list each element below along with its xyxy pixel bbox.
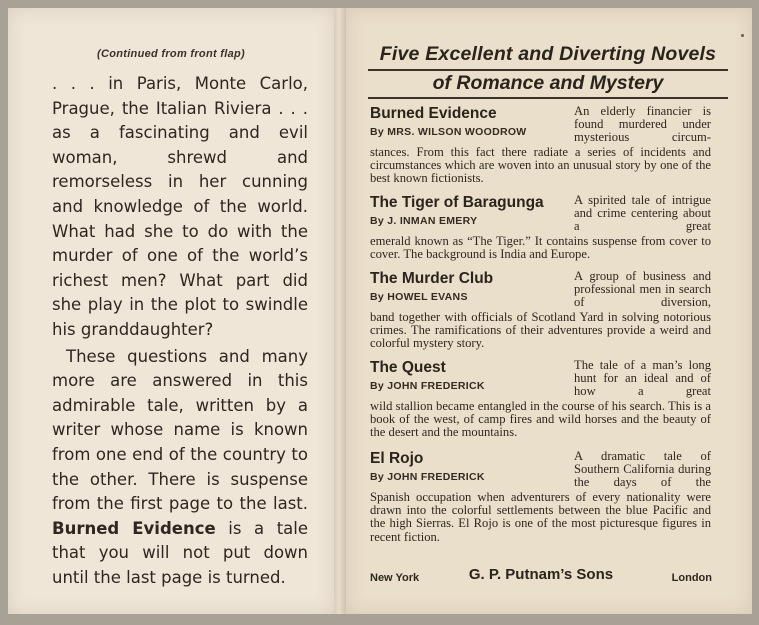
headline-rule-bottom	[368, 97, 728, 99]
book-author: By J. INMAN EMERY	[370, 215, 478, 227]
book-blurb-body: Spanish occupation when adventurers of every nationality were drawn into the colorful settlements between the blue Pacific and the high Sierras. El Rojo is one of the most picturesque figures in recent fiction.	[370, 490, 711, 544]
continued-note: (Continued from front flap)	[96, 48, 246, 60]
headline-rule-top	[368, 69, 728, 71]
paper-speck	[741, 34, 744, 37]
book-title: The Murder Club	[370, 270, 494, 287]
book-author: By JOHN FREDERICK	[370, 471, 485, 483]
book-blurb-body: emerald known as “The Tiger.” It contains suspense from cover to cover. The background is India and Europe.	[370, 234, 711, 262]
book-entry-burned-evidence	[370, 105, 711, 186]
back-flap-panel	[8, 8, 334, 614]
book-title: The Quest	[370, 359, 446, 376]
book-entry-the-quest	[370, 359, 711, 440]
book-author: By JOHN FREDERICK	[370, 380, 485, 392]
book-title: El Rojo	[370, 450, 424, 467]
flap-paragraph-2	[52, 345, 308, 591]
flap-paragraph-1: . . . in Paris, Monte Carlo, Prague, the Italian Riviera . . . as a fascinating and evil woman, shrewd and remorseless in her cunning and knowledge of the world. What had she to do with the murder of one of the world’s richest men? What part did she play in the plot to swindle his granddaughter?	[52, 74, 308, 339]
book-blurb-head: A spirited tale of intrigue and crime centering about a great	[574, 193, 711, 234]
book-blurb-body: band together with officials of Scotland Yard in solving notorious crimes. The ramifications of their adventures provide a weird and colorful mystery story.	[370, 310, 711, 351]
book-entry-el-rojo	[370, 450, 711, 544]
book-blurb-head: The tale of a man’s long hunt for an ideal and of how a great	[574, 358, 711, 399]
publisher-city-london: London	[671, 572, 712, 584]
publisher-footer	[370, 566, 712, 586]
book-blurb-head: A dramatic tale of Southern California during the days of the	[574, 449, 711, 490]
book-entry-tiger-of-baragunga	[370, 194, 711, 261]
flap-paragraph-2-text: These questions and many more are answered in this admirable tale, written by a writer whose name is known from one end of the country to the other. There is suspense from the first page to the last.	[52, 346, 308, 514]
book-blurb-body: wild stallion became entangled in the course of his search. This is a book of the west, of camp fires and wild horses and the beauty of the desert and the mountains.	[370, 399, 711, 440]
book-author: By MRS. WILSON WOODROW	[370, 126, 527, 138]
book-title: Burned Evidence	[370, 105, 497, 122]
book-entry-murder-club	[370, 270, 711, 351]
book-blurb-body: stances. From this fact there radiate a series of incidents and circumstances which are woven into an unusual story by one of the best known fictionists.	[370, 145, 711, 186]
book-author: By HOWEL EVANS	[370, 291, 468, 303]
publisher-city-new-york: New York	[370, 572, 420, 584]
book-blurb-head: A group of business and professional men in search of diversion,	[574, 269, 711, 310]
book-blurb-head: An elderly financier is found murdered under mysterious circum-	[574, 104, 711, 145]
publisher-name: G. P. Putnam’s Sons	[468, 566, 614, 583]
book-list-panel	[346, 8, 752, 614]
flap-paragraph-2-end: is a tale that you will not put down until the last page is turned.	[52, 518, 309, 587]
headline-line-2: of Romance and Mystery	[432, 72, 664, 94]
page-fold	[334, 8, 346, 614]
flap-book-title-emphasis: Burned Evidence	[52, 518, 216, 538]
headline-line-1: Five Excellent and Diverting Novels	[379, 43, 717, 65]
flap-text	[52, 72, 308, 590]
book-title: The Tiger of Baragunga	[370, 194, 544, 211]
